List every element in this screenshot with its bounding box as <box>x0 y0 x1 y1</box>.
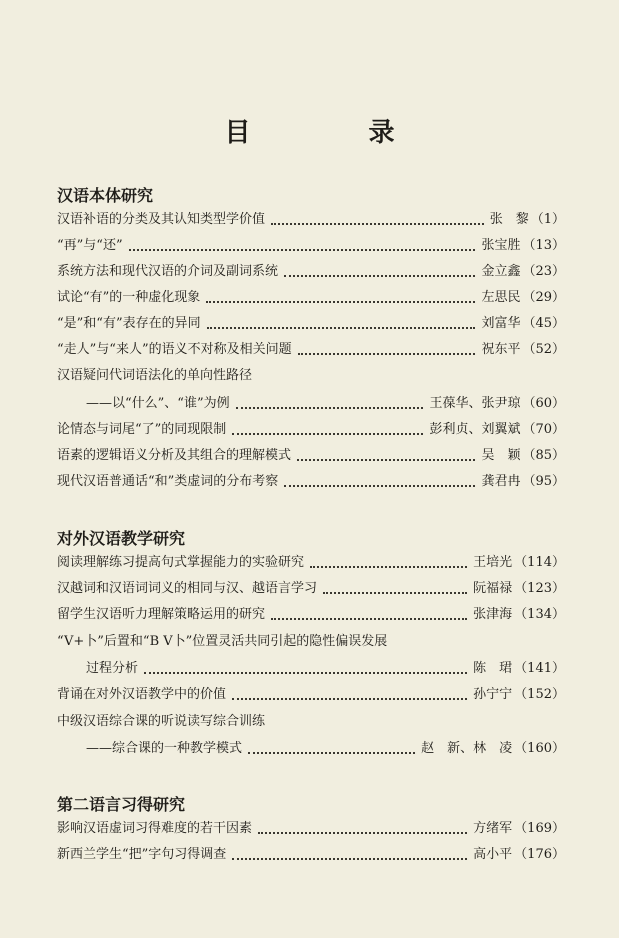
entry-author: 赵 新、林 凌 <box>421 741 513 756</box>
toc-entry[interactable] <box>86 392 565 412</box>
entry-page: （70） <box>522 422 565 437</box>
page-title: 目 录 <box>224 118 441 148</box>
leader-dots <box>207 326 476 329</box>
entry-title: 阅读理解练习提高句式掌握能力的实验研究 <box>57 555 305 570</box>
entry-page: （134） <box>514 607 565 622</box>
entry-title: “再”与“还” <box>57 238 123 253</box>
entry-title: 背诵在对外汉语教学中的价值 <box>57 687 227 702</box>
entry-page: （23） <box>522 264 565 279</box>
entry-author: 金立鑫 <box>481 264 521 279</box>
entry-title-line1[interactable]: “V+卜”后置和“B V卜”位置灵活共同引起的隐性偏误发展 <box>57 634 388 649</box>
leader-dots <box>271 222 484 225</box>
entry-subtitle: ——综合课的一种教学模式 <box>86 741 243 756</box>
leader-dots <box>232 857 467 860</box>
entry-subtitle: 过程分析 <box>86 661 139 676</box>
entry-author: 孙宁宁 <box>473 687 513 702</box>
entry-title-line1[interactable]: 汉语疑问代词语法化的单向性路径 <box>57 368 253 383</box>
entry-page: （85） <box>522 448 565 463</box>
entry-title: “走人”与“来人”的语义不对称及相关问题 <box>57 342 292 357</box>
entry-title: “是”和“有”表存在的异同 <box>57 316 201 331</box>
entry-author: 高小平 <box>473 847 513 862</box>
leader-dots <box>144 671 467 674</box>
entry-page: （169） <box>514 821 565 836</box>
entry-title: 影响汉语虚词习得难度的若干因素 <box>57 821 253 836</box>
section-heading: 对外汉语教学研究 <box>57 529 186 548</box>
toc-entry[interactable] <box>57 286 565 306</box>
entry-title: 论情态与词尾“了”的同现限制 <box>57 422 227 437</box>
entry-author: 左思民 <box>481 290 521 305</box>
toc-entry[interactable] <box>57 444 565 464</box>
toc-entry[interactable] <box>86 737 565 757</box>
toc-entry[interactable] <box>57 312 565 332</box>
entry-page: （45） <box>522 316 565 331</box>
entry-author: 方绪军 <box>473 821 513 836</box>
entry-author: 阮福禄 <box>473 581 513 596</box>
entry-page: （13） <box>522 238 565 253</box>
entry-author: 刘富华 <box>481 316 521 331</box>
entry-title: 留学生汉语听力理解策略运用的研究 <box>57 607 266 622</box>
toc-entry[interactable] <box>57 843 565 863</box>
entry-page: （123） <box>514 581 565 596</box>
entry-page: （1） <box>530 212 565 227</box>
leader-dots <box>298 352 476 355</box>
entry-title: 语素的逻辑语义分析及其组合的理解模式 <box>57 448 292 463</box>
entry-page: （152） <box>514 687 565 702</box>
leader-dots <box>232 432 423 435</box>
leader-dots <box>236 406 424 409</box>
section-heading: 第二语言习得研究 <box>57 795 186 814</box>
toc-entry[interactable] <box>57 418 565 438</box>
entry-title: 系统方法和现代汉语的介词及副词系统 <box>57 264 279 279</box>
entry-page: （141） <box>514 661 565 676</box>
entry-author: 龚君冉 <box>481 474 521 489</box>
entry-page: （160） <box>514 741 565 756</box>
toc-entry[interactable] <box>57 817 565 837</box>
entry-page: （114） <box>514 555 565 570</box>
toc-entry[interactable] <box>57 603 565 623</box>
leader-dots <box>310 565 467 568</box>
entry-author: 张宝胜 <box>481 238 521 253</box>
toc-entry[interactable] <box>57 260 565 280</box>
leader-dots <box>284 274 475 277</box>
leader-dots <box>297 458 475 461</box>
entry-page: （60） <box>522 396 565 411</box>
toc-entry[interactable] <box>57 208 565 228</box>
entry-author: 王葆华、张尹琼 <box>429 396 521 411</box>
leader-dots <box>232 697 467 700</box>
leader-dots <box>284 484 475 487</box>
entry-author: 彭利贞、刘翼斌 <box>429 422 521 437</box>
entry-title: 新西兰学生“把”字句习得调查 <box>57 847 227 862</box>
leader-dots <box>248 751 415 754</box>
entry-page: （52） <box>522 342 565 357</box>
entry-subtitle: ——以“什么”、“谁”为例 <box>86 396 230 411</box>
entry-author: 王培光 <box>473 555 513 570</box>
entry-title: 现代汉语普通话“和”类虚词的分布考察 <box>57 474 279 489</box>
entry-author: 张津海 <box>473 607 513 622</box>
entry-page: （29） <box>522 290 565 305</box>
entry-author: 祝东平 <box>481 342 521 357</box>
toc-entry[interactable] <box>57 470 565 490</box>
entry-title: 汉语补语的分类及其认知类型学价值 <box>57 212 266 227</box>
entry-title: 试论“有”的一种虚化现象 <box>57 290 201 305</box>
leader-dots <box>258 831 467 834</box>
toc-entry[interactable] <box>57 683 565 703</box>
toc-entry[interactable] <box>57 338 565 358</box>
leader-dots <box>271 617 467 620</box>
entry-title-line1[interactable]: 中级汉语综合课的听说读写综合训练 <box>57 714 266 729</box>
toc-entry[interactable] <box>57 551 565 571</box>
leader-dots <box>129 248 476 251</box>
toc-entry[interactable] <box>86 657 565 677</box>
entry-author: 陈 珺 <box>473 661 513 676</box>
leader-dots <box>323 591 467 594</box>
entry-page: （95） <box>522 474 565 489</box>
entry-author: 吴 颖 <box>481 448 521 463</box>
section-heading: 汉语本体研究 <box>57 186 154 205</box>
toc-entry[interactable] <box>57 234 565 254</box>
toc-entry[interactable] <box>57 577 565 597</box>
leader-dots <box>206 300 475 303</box>
entry-author: 张 黎 <box>489 212 529 227</box>
entry-title: 汉越词和汉语词词义的相同与汉、越语言学习 <box>57 581 318 596</box>
entry-page: （176） <box>514 847 565 862</box>
